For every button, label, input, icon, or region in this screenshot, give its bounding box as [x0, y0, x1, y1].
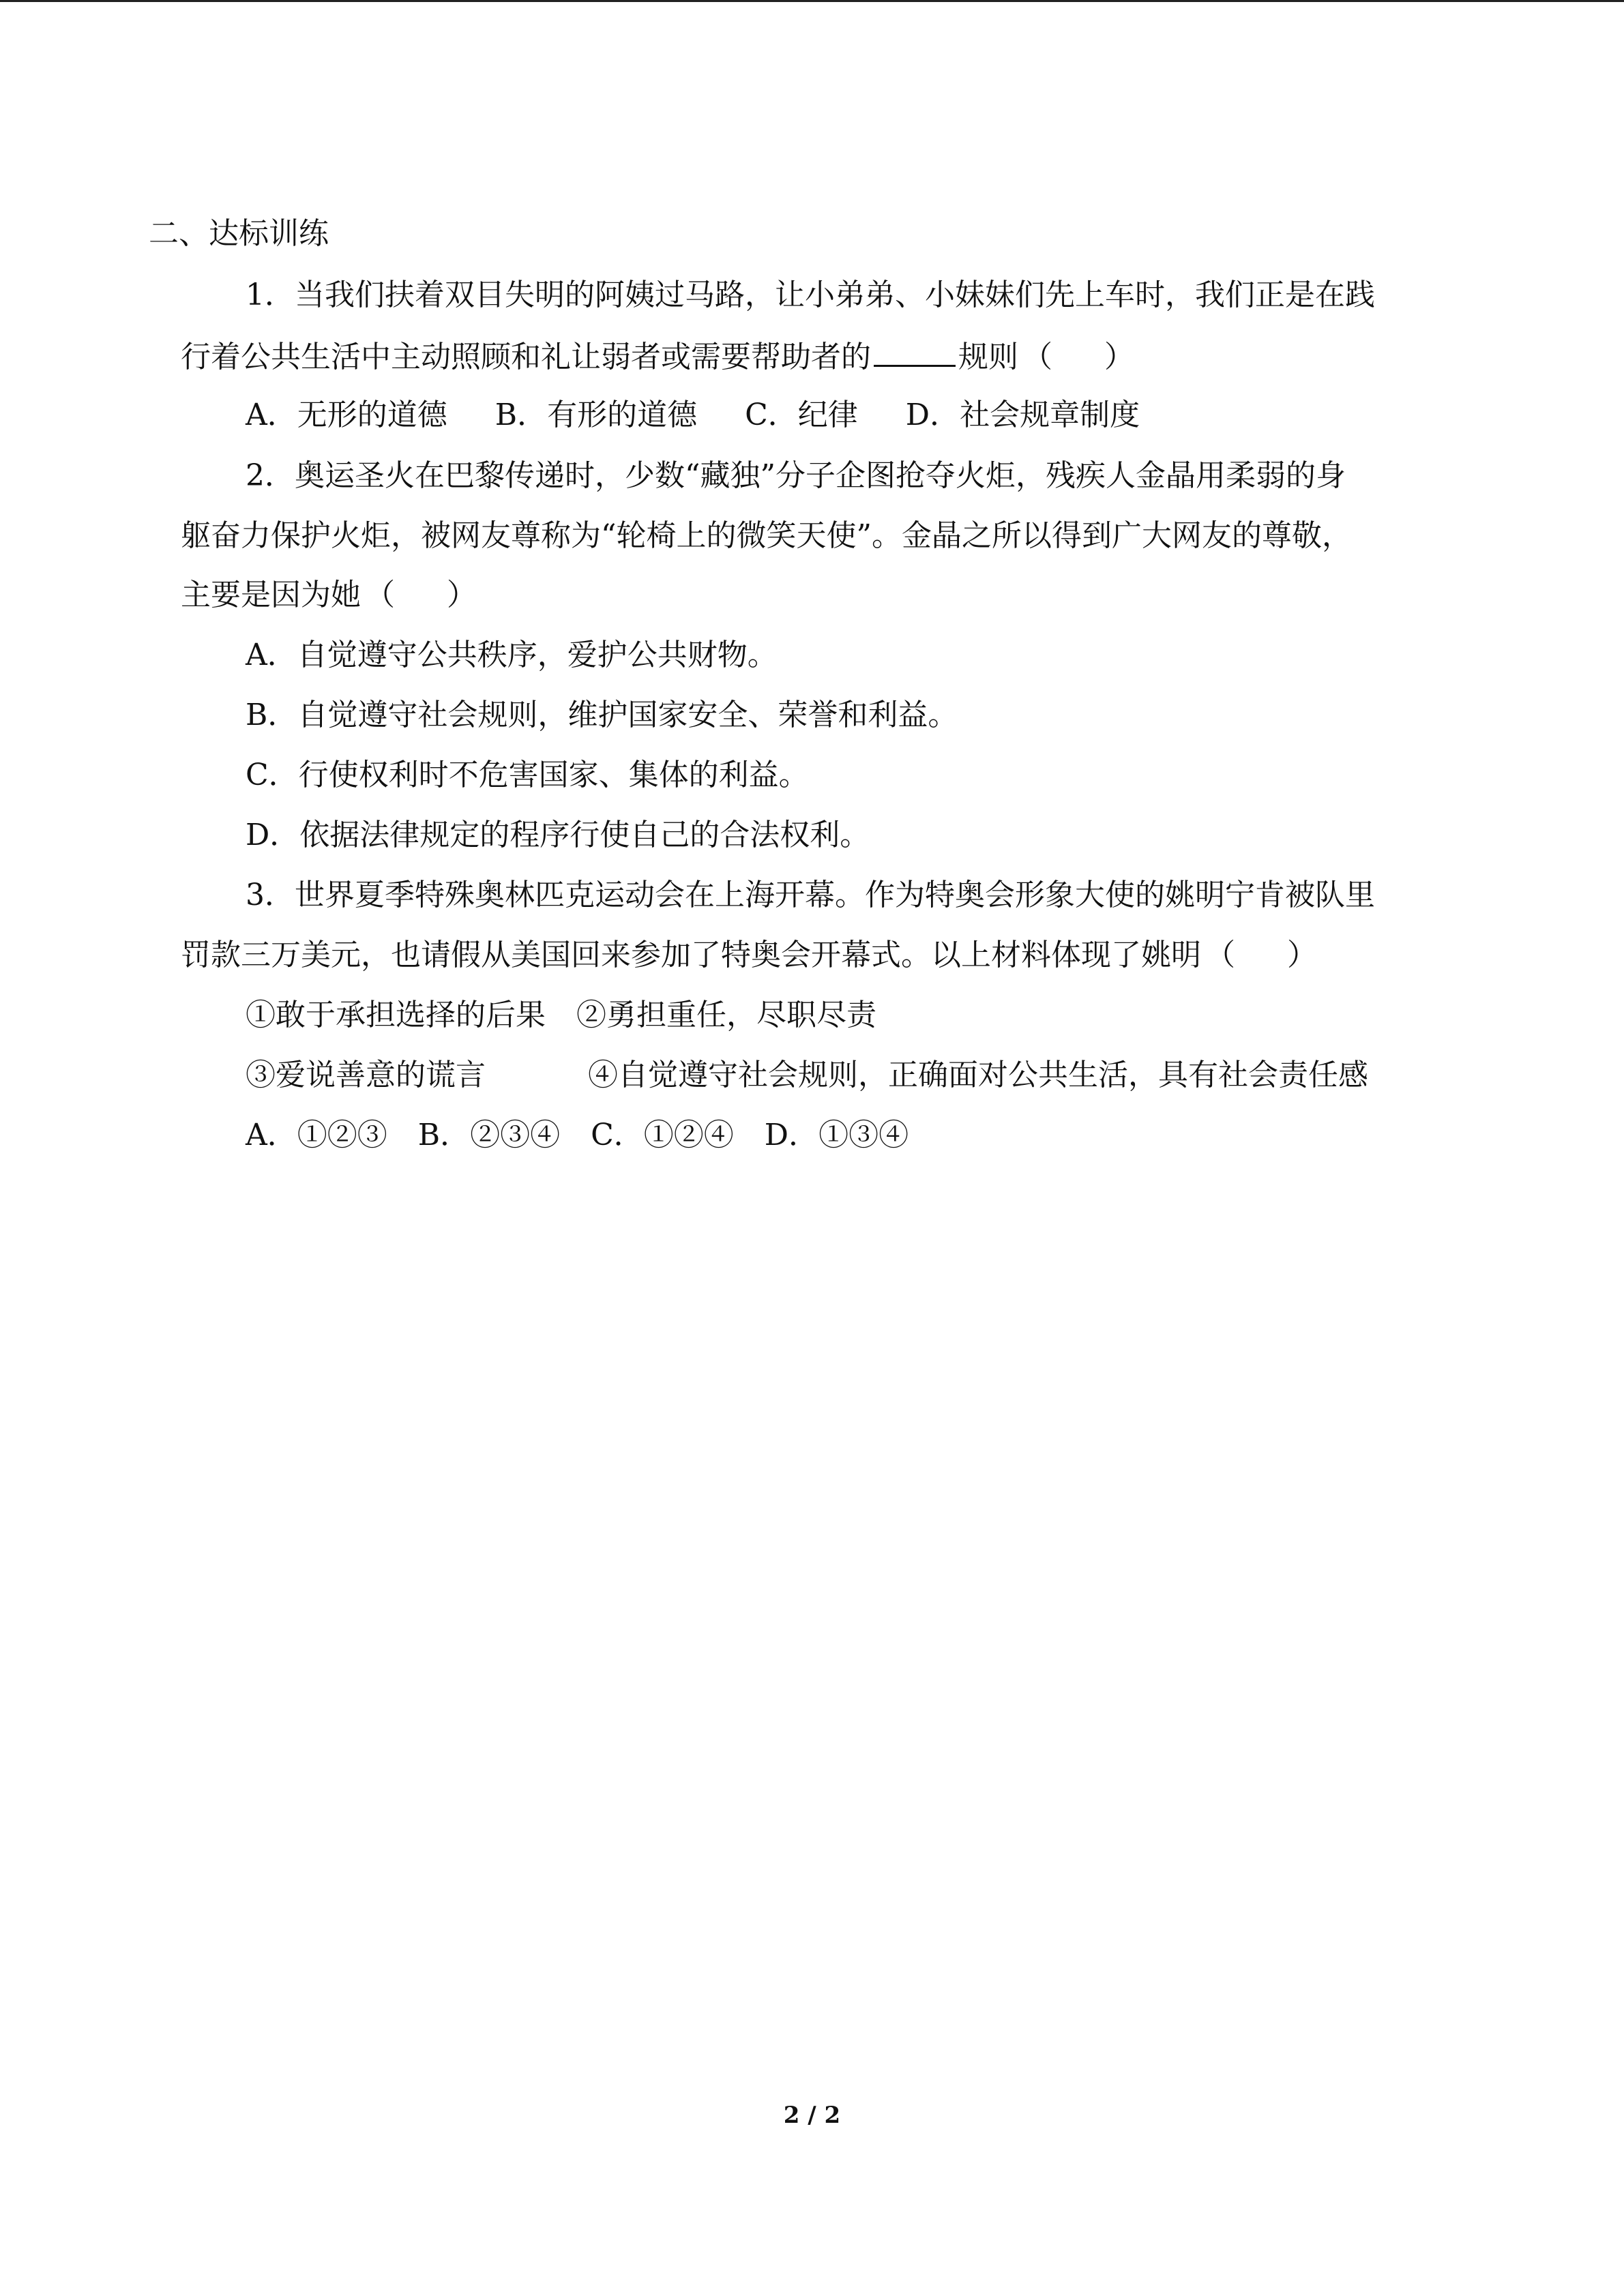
section-title: 二、达标训练	[149, 216, 329, 251]
answer-paren: （ ）	[1205, 938, 1317, 972]
q1-options	[246, 395, 1140, 436]
q2-option-d[interactable]: D．依据法律规定的程序行使自己的合法权利。	[246, 818, 870, 852]
q2-line3	[181, 575, 477, 616]
q1-option-d[interactable]: D．社会规章制度	[905, 398, 1140, 432]
answer-blank	[874, 335, 956, 367]
page-number: 2 / 2	[783, 2102, 841, 2129]
q2-option-a[interactable]: A．自觉遵守公共秩序，爱护公共财物。	[246, 638, 778, 672]
q3-line1: 3．世界夏季特殊奥林匹克运动会在上海开幕。作为特奥会形象大使的姚明宁肯被队里	[246, 878, 1375, 912]
q3-statements-row2	[246, 1055, 1368, 1096]
page-top-border	[0, 0, 1624, 2]
q3-statement-2: ②勇担重任，尽职尽责	[576, 998, 876, 1032]
q3-statements-row1	[246, 995, 876, 1036]
q1-option-b[interactable]: B．有形的道德	[494, 398, 698, 432]
q1-line2-rule: 规则	[958, 340, 1018, 374]
q3-line2-text: 罚款三万美元，也请假从美国回来参加了特奥会开幕式。以上材料体现了姚明	[181, 938, 1201, 972]
q3-option-a[interactable]: A．①②③	[246, 1118, 387, 1152]
q2-option-c[interactable]: C．行使权利时不危害国家、集体的利益。	[246, 758, 809, 792]
q2-option-b[interactable]: B．自觉遵守社会规则，维护国家安全、荣誉和利益。	[246, 698, 958, 732]
answer-paren: （ ）	[1022, 340, 1134, 374]
q3-statement-4: ④自觉遵守社会规则，正确面对公共生活，具有社会责任感	[588, 1058, 1368, 1092]
q3-line2	[181, 935, 1317, 976]
q1-option-c[interactable]: C．纪律	[745, 398, 858, 432]
q1-line1: 1．当我们扶着双目失明的阿姨过马路，让小弟弟、小妹妹们先上车时，我们正是在践	[246, 278, 1375, 312]
q3-option-c[interactable]: C．①②④	[591, 1118, 734, 1152]
q2-line1: 2．奥运圣火在巴黎传递时，少数“藏独”分子企图抢夺火炬，残疾人金晶用柔弱的身	[246, 458, 1346, 493]
q3-option-d[interactable]: D．①③④	[764, 1118, 909, 1152]
q3-statement-3: ③爱说善意的谎言	[246, 1058, 486, 1092]
q1-line2-text: 行着公共生活中主动照顾和礼让弱者或需要帮助者的	[181, 340, 871, 374]
q3-statement-1: ①敢于承担选择的后果	[246, 998, 546, 1032]
q2-line2: 躯奋力保护火炬，被网友尊称为“轮椅上的微笑天使”。金晶之所以得到广大网友的尊敬，	[181, 518, 1352, 553]
q3-options	[246, 1115, 909, 1156]
q3-option-b[interactable]: B．②③④	[417, 1118, 561, 1152]
q1-line2	[181, 335, 1134, 378]
answer-paren: （ ）	[365, 578, 477, 612]
q2-line3-text: 主要是因为她	[181, 578, 361, 612]
q1-option-a[interactable]: A．无形的道德	[246, 398, 447, 432]
